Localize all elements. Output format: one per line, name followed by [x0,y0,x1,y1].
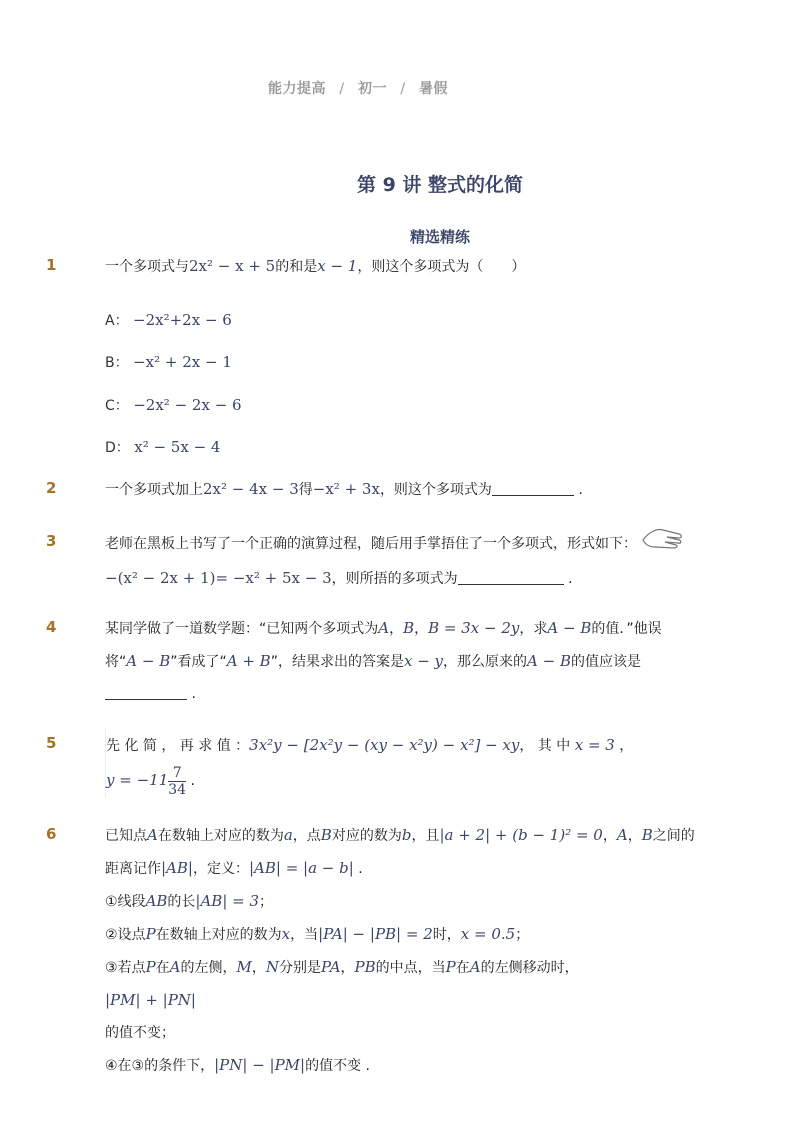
math: A [378,619,390,637]
text: . [353,861,363,877]
text: 在 [455,960,470,976]
math: |AB| = |a − b| [248,859,354,877]
text: ； [259,894,274,910]
text: ，定义： [192,861,249,877]
math: A − B [126,652,171,670]
math: x − y [403,652,444,670]
question-text [105,728,756,798]
math: B [403,619,415,637]
math: A [169,958,181,976]
math: x [281,925,291,943]
text: 一个多项式加上 [105,482,203,498]
text: ，那么原来的 [443,654,528,670]
text: 时， [432,927,461,943]
text: ， [340,960,355,976]
answer-blank[interactable] [458,570,564,585]
question-number: 3 [46,532,57,550]
text: 某同学做了一道数学题：“已知两个多项式为 [105,621,379,637]
text: 在数轴上对应的数为 [157,828,284,844]
text: 的值不变 . [305,1058,371,1074]
text: ②设点 [105,927,146,943]
math: −(x² − 2x + 1)= −x² + 5x − 3 [105,569,332,587]
breadcrumb-item[interactable]: 初一 [357,81,387,97]
text: . [186,773,195,789]
math: a [283,826,293,844]
math: x − 1 [317,257,358,275]
question-text [105,250,755,283]
question-number: 4 [46,618,57,636]
breadcrumb-item[interactable]: 能力提高 [268,81,326,97]
text: 的值应该是 [571,654,641,670]
page-title: 第 9 讲 整式的化简 [356,174,524,196]
math: AB [145,892,168,910]
text: 的和是 [275,259,318,275]
math: −x² + 3x [312,480,380,498]
math: A + B [226,652,271,670]
statement-3 [105,951,755,984]
math: N [265,958,279,976]
option-d[interactable] [105,437,220,457]
text: ，点 [292,828,321,844]
statement-2 [105,918,755,951]
text: ，求 [519,621,548,637]
math: |PA| − |PB| = 2 [318,925,433,943]
text: 对应的数为 [331,828,402,844]
text: ，则这个多项式为（ ） [357,259,526,275]
text: ， [602,828,617,844]
option-a[interactable] [105,310,232,330]
option-math: −2x²+2x − 6 [133,311,232,329]
option-c[interactable] [105,395,242,415]
text: 的中点，当 [375,960,446,976]
math: A − B [527,652,571,670]
math: B [320,826,332,844]
text: 距离记作 [105,861,161,877]
text: 一个多项式与 [105,259,189,275]
text: ， [619,738,634,754]
text: 在 [155,960,170,976]
text: ④在③的条件下， [105,1058,215,1074]
hand-icon [641,526,683,562]
math: |AB| [161,859,193,877]
math: |AB| = 3 [195,892,260,910]
option-math: −x² + 2x − 1 [133,353,232,371]
question-number: 5 [46,734,57,752]
option-letter: C： [105,398,129,414]
text: 在数轴上对应的数为 [155,927,282,943]
option-math: −2x² − 2x − 6 [133,396,242,414]
question-number: 1 [46,256,57,274]
fraction [168,765,186,798]
math: M [236,958,252,976]
section-subtitle: 精选精练 [409,228,470,246]
text: 的值．”他误 [591,621,662,637]
math: 3x²y − [2x²y − (xy − x²y) − x²] − xy [249,736,520,754]
question-number: 6 [46,825,57,843]
math: A [616,826,628,844]
text: 已知点 [105,828,147,844]
option-letter: A： [105,313,129,329]
question-text [105,612,755,710]
math: b [401,826,412,844]
text: 分别是 [278,960,321,976]
math: P [445,958,456,976]
math: |PN| − |PM| [214,1056,306,1074]
math: x = 3 [574,736,615,754]
math: PA [320,958,341,976]
text: 得 [298,482,313,498]
text: ， [414,621,429,637]
text: ， 其 中 [519,738,571,754]
text: ， [251,960,266,976]
math: A − B [547,619,592,637]
text: ， [627,828,642,844]
answer-blank[interactable] [492,481,574,496]
text: . [187,686,196,702]
option-letter: B： [105,355,129,371]
text: 老师在黑板上书写了一个正确的演算过程，随后用手掌捂住了一个多项式，形式如下： [105,536,637,552]
math: 2x² − x + 5 [189,257,276,275]
math: P [145,958,156,976]
text: 的左侧， [180,960,237,976]
question-text [105,473,755,506]
answer-blank[interactable] [105,685,187,700]
text: . [573,482,583,498]
option-b[interactable] [105,352,232,372]
math: P [145,925,156,943]
question-text [105,526,755,595]
text: 之间的 [652,828,695,844]
math: PB [354,958,376,976]
text: ，当 [290,927,319,943]
text: 的左侧移动时， [480,960,579,976]
question-number: 2 [46,479,57,497]
text: ，则这个多项式为 [379,482,492,498]
math: 2x² − 4x − 3 [203,480,299,498]
statement-1 [105,885,755,918]
fraction-denominator: 34 [168,781,187,798]
text: ”看成了“ [170,654,227,670]
math: B [641,826,653,844]
math: A [469,958,481,976]
math: A [147,826,158,844]
math: B = 3x − 2y [428,619,520,637]
text: ， [389,621,404,637]
math: |PM| + |PN| [105,991,196,1009]
text: ③若点 [105,960,146,976]
statement-4 [105,1049,755,1082]
breadcrumb-item[interactable]: 暑假 [418,81,448,97]
breadcrumb [268,78,448,98]
option-math: x² − 5x − 4 [134,438,221,456]
text: ； [515,927,530,943]
fraction-numerator: 7 [168,765,186,782]
text: . [563,571,573,587]
text: 的值不变； [105,1025,175,1041]
text: 先 化 简 ， 再 求 值 ： [106,738,250,754]
text: ，则所捂的多项式为 [331,571,458,587]
math: |a + 2| + (b − 1)² = 0 [439,826,603,844]
text: ，且 [411,828,440,844]
math: y = −11 [106,771,169,789]
math: x = 0.5 [460,925,516,943]
text: 的长 [167,894,196,910]
text: ”，结果求出的答案是 [270,654,404,670]
question-text [105,819,755,1082]
option-letter: D： [105,440,130,456]
breadcrumb-separator: / [400,81,406,97]
text: 将“ [105,654,127,670]
text: ①线段 [105,894,146,910]
breadcrumb-separator: / [339,81,345,97]
